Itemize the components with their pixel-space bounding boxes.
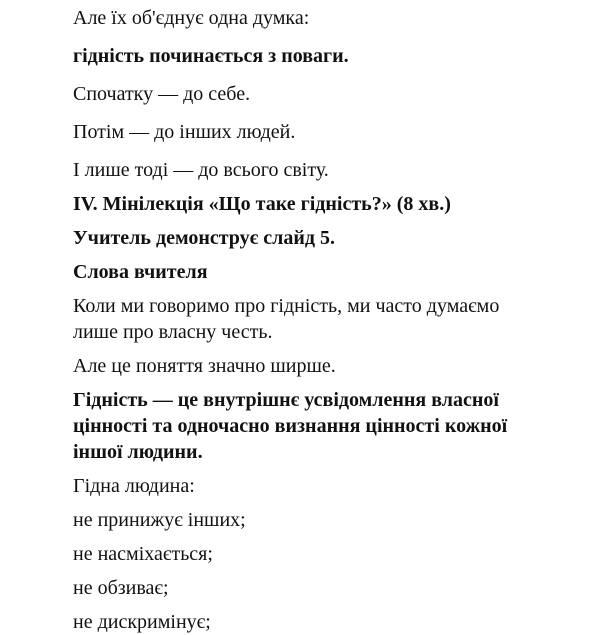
list-item: не насміхається; [73, 543, 213, 565]
paragraph-lecture-line-2: лише про власну честь. [73, 321, 273, 343]
paragraph-self: Спочатку — до себе. [73, 83, 251, 105]
paragraph-lecture-line-1: Коли ми говоримо про гідність, ми часто думаємо [73, 295, 500, 317]
document-body [73, 5, 573, 635]
paragraph-others: Потім — до інших людей. [73, 121, 296, 143]
list-item: не обзиває; [73, 577, 169, 599]
paragraph-intro: Але їх об'єднує одна думка: [73, 7, 310, 29]
paragraph-broader: Але це поняття значно ширше. [73, 355, 336, 377]
section-heading: IV. Мінілекція «Що таке гідність?» (8 хв.) [73, 193, 451, 215]
definition-line-3: іншої людини. [73, 441, 203, 463]
list-item: не принижує інших; [73, 509, 246, 531]
teacher-words-heading: Слова вчителя [73, 261, 208, 283]
list-intro: Гідна людина: [73, 475, 195, 497]
definition-line-2: цінності та одночасно визнання цінності кожної [73, 415, 508, 437]
paragraph-thesis: гідність починається з поваги. [73, 45, 349, 67]
teacher-slide-note: Учитель демонструє слайд 5. [73, 227, 336, 249]
list-item: не дискримінує; [73, 611, 211, 633]
paragraph-world: І лише тоді — до всього світу. [73, 159, 329, 181]
definition-line-1: Гідність — це внутрішнє усвідомлення власної [73, 389, 499, 411]
